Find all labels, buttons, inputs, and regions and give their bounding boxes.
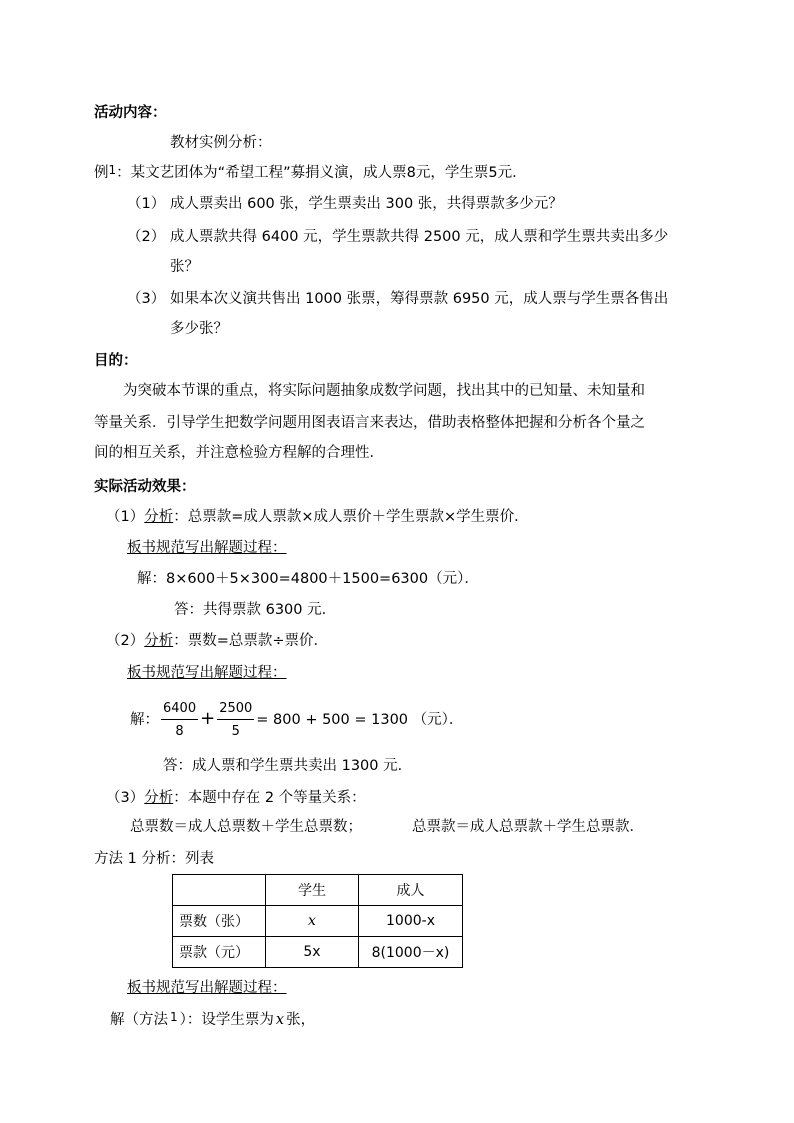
table-header-row — [173, 875, 463, 906]
effect-heading: 实际活动效果： — [94, 479, 196, 495]
table-cell: x — [266, 906, 359, 937]
question-2-text: 成人票款共得 6400 元，学生票款共得 2500 元，成人票和学生票共卖出多少 — [170, 229, 669, 245]
analysis-1 — [106, 507, 529, 527]
solution-1: 解：8×600＋5×300=4800＋1500=6300（元）． — [137, 571, 479, 587]
question-2-number: （2） — [127, 229, 166, 245]
purpose-line-3: 间的相互关系，并注意检验方程解的合理性． — [94, 445, 384, 461]
example-text-b: 元，学生票 — [415, 165, 489, 181]
analysis-3 — [106, 788, 366, 808]
question-3-text: 如果本次义演共售出 1000 张票，筹得票款 6950 元，成人票与学生票各售出 — [170, 291, 669, 307]
fraction-2500-over-5 — [217, 700, 254, 740]
table-cell: 票款（元） — [173, 937, 266, 968]
question-2-text-cont: 张？ — [170, 259, 199, 275]
question-3-text-cont: 多少张？ — [170, 321, 228, 337]
table-cell: 5x — [266, 937, 359, 968]
method-1-solution-b: ）：设学生票为 — [179, 1012, 274, 1028]
answer-1: 答：共得票款 6300 元． — [174, 602, 337, 618]
variable-x: x — [275, 1012, 285, 1028]
activity-heading: 活动内容： — [94, 105, 167, 121]
board-note-2: 板书规范写出解题过程： — [127, 665, 287, 681]
table-header-cell: 学生 — [266, 875, 359, 906]
method-1-number: 1 — [170, 1010, 178, 1024]
method-1-solution-a: 解（方法 — [110, 1012, 168, 1028]
example-prefix: 例 — [94, 165, 109, 181]
fraction-6400-over-8 — [161, 700, 198, 740]
fraction-1-numerator: 6400 — [161, 700, 198, 720]
question-1-number: （1） — [127, 196, 166, 212]
board-note-1: 板书规范写出解题过程： — [127, 540, 287, 556]
analysis-1-number: （1） — [106, 509, 145, 525]
table-cell: 票数（张） — [173, 906, 266, 937]
analysis-2-number: （2） — [106, 633, 145, 649]
activity-subheading: 教材实例分析： — [170, 135, 272, 151]
ticket-table — [172, 874, 463, 968]
example-text-a: ：某文艺团体为“希望工程”募捐义演，成人票 — [116, 165, 407, 181]
purpose-heading: 目的： — [94, 353, 138, 369]
method-1-solution — [110, 1010, 315, 1030]
question-3-number: （3） — [127, 291, 166, 307]
board-note-3: 板书规范写出解题过程： — [127, 980, 287, 996]
table-header-cell — [173, 875, 266, 906]
student-price: 5 — [488, 165, 498, 181]
purpose-line-1: 为突破本节课的重点，将实际问题抽象成数学问题，找出其中的已知量、未知量和 — [123, 383, 645, 399]
fraction-1-denominator: 8 — [175, 724, 184, 739]
solution-2-prefix: 解： — [130, 712, 159, 728]
analysis-3-text: ：本题中存在 2 个等量关系： — [173, 790, 366, 806]
analysis-2-label: 分析 — [144, 633, 174, 649]
plus-sign: + — [200, 708, 216, 729]
solution-2-rest: = 800 + 500 = 1300 （元）． — [256, 712, 464, 728]
method-1-analysis: 方法 1 分析：列表 — [94, 851, 214, 867]
analysis-3-label: 分析 — [144, 790, 174, 806]
method-1-solution-c: 张， — [286, 1012, 316, 1028]
purpose-line-2: 等量关系．引导学生把数学问题用图表语言来表达，借助表格整体把握和分析各个量之 — [94, 415, 645, 431]
analysis-3-number: （3） — [106, 790, 145, 806]
example-text-c: 元． — [497, 165, 527, 181]
analysis-1-label: 分析 — [144, 509, 174, 525]
question-1-text: 成人票卖出 600 张，学生票卖出 300 张，共得票款多少元？ — [170, 196, 563, 212]
analysis-1-text: ：总票款=成人票款×成人票价＋学生票款×学生票价． — [173, 509, 529, 525]
solution-2 — [130, 698, 463, 741]
example-number: 1 — [108, 163, 117, 177]
table-row — [173, 906, 463, 937]
fraction-2-numerator: 2500 — [217, 700, 254, 720]
analysis-2 — [106, 631, 328, 651]
table-cell: 8(1000－x) — [359, 937, 463, 968]
analysis-2-text: ：票数=总票款÷票价． — [173, 633, 329, 649]
table-row — [173, 937, 463, 968]
answer-2: 答：成人票和学生票共卖出 1300 元． — [163, 758, 413, 774]
relation-2: 总票款＝成人总票款＋学生总票款． — [412, 819, 644, 835]
fraction-2-denominator: 5 — [231, 724, 240, 739]
adult-price: 8 — [406, 165, 416, 181]
table-header-cell: 成人 — [359, 875, 463, 906]
table-cell: 1000-x — [359, 906, 463, 937]
relation-1: 总票数＝成人总票数＋学生总票数； — [130, 819, 362, 835]
example-statement — [94, 163, 527, 183]
